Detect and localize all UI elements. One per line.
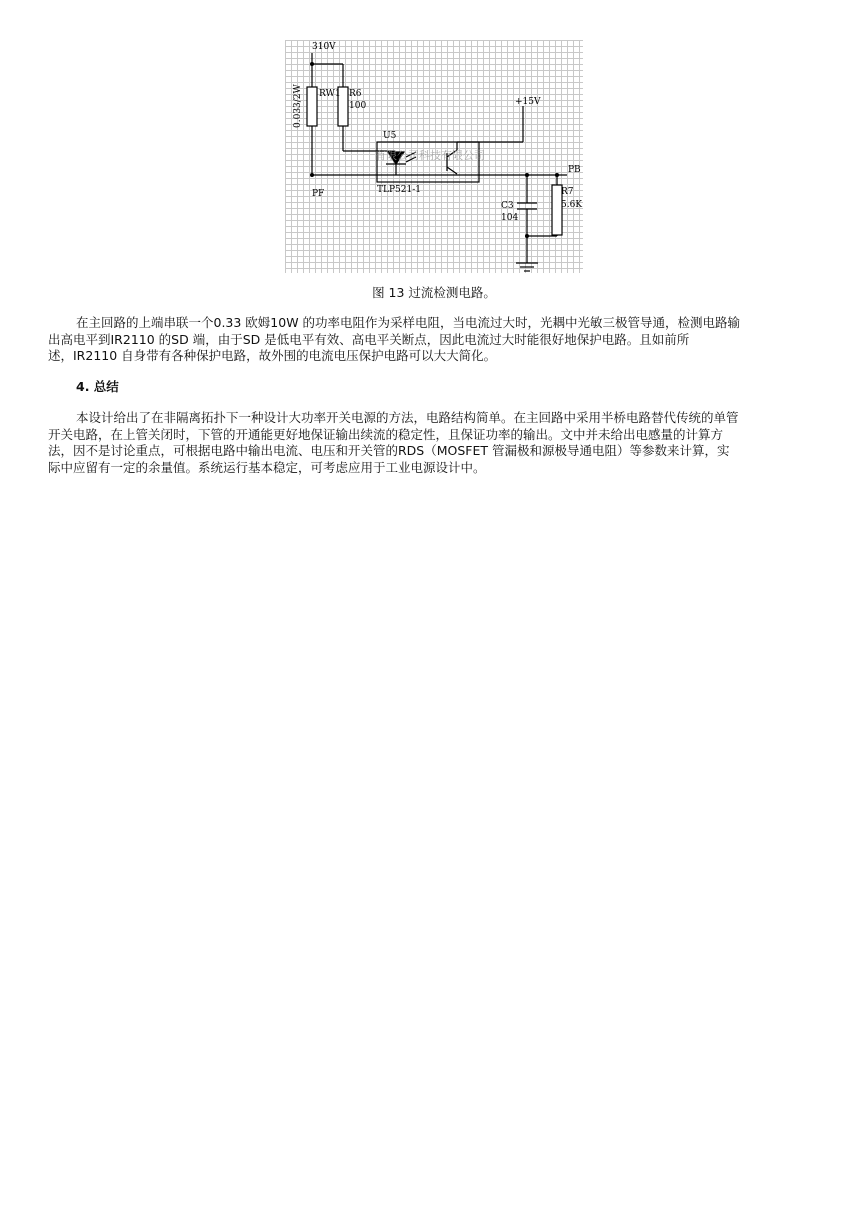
paragraph-summary	[48, 410, 820, 476]
paragraph-line: 述，IR2110 自身带有各种保护电路，故外围的电流电压保护电路可以大大简化。	[48, 348, 497, 363]
junction-dot	[525, 173, 529, 177]
section-heading-summary: 4. 总结	[76, 379, 119, 394]
paragraph-line: 开关电路，在上管关闭时，下管的开通能更好地保证输出续流的稳定性，且保证功率的输出。文中并未给出电感量的计算方	[48, 426, 724, 442]
paragraph-line: 出高电平到IR2110 的SD 端，由于SD 是低电平有效、高电平关断点，因此电流过大时能很好地保护电路。且如前所	[48, 331, 690, 347]
paragraph-line: 法，因不是讨论重点，可根据电路中输出电流、电压和开关管的RDS（MOSFET 管漏极和源极导通电阻）等参数来计算，实	[48, 443, 730, 458]
label-310v: 310V	[312, 42, 336, 52]
label-pb: PB	[568, 165, 581, 175]
rw1-shunt-resistor	[307, 87, 317, 126]
paragraph-overcurrent	[48, 315, 820, 365]
overcurrent-detection-schematic	[285, 40, 583, 273]
label-rw1: RW1	[319, 89, 341, 99]
phototransistor-emitter	[447, 167, 457, 174]
label-c3: C3	[501, 201, 514, 211]
junction-dot	[310, 173, 314, 177]
paragraph-line: 在主回路的上端串联一个0.33 欧姆10W 的功率电阻作为采样电阻，当电流过大时，光耦中光敏三极管导通，检测电路输	[76, 315, 741, 330]
optocoupler-u5-box	[377, 142, 479, 182]
label-r6-value: 100	[349, 101, 367, 111]
label-c3-value: 104	[501, 213, 519, 223]
circuit-figure	[285, 40, 583, 273]
label-shunt-value: 0.033/2W	[293, 84, 303, 128]
junction-dot	[310, 62, 314, 66]
label-tlp521: TLP521-1	[377, 185, 421, 195]
paragraph-line: 本设计给出了在非隔离拓扑下一种设计大功率开关电源的方法，电路结构简单。在主回路中采用半桥电路替代传统的单管	[76, 410, 739, 425]
label-u5: U5	[383, 131, 397, 141]
label-r7: R7	[561, 187, 574, 197]
junction-dot	[525, 234, 529, 238]
label-pf: PF	[312, 189, 325, 199]
label-r7-value: 5.6K	[561, 200, 583, 210]
label-r6: R6	[349, 89, 362, 99]
label-15v: +15V	[515, 97, 541, 107]
figure-caption: 图 13 过流检测电路。	[372, 285, 496, 300]
junction-dot	[555, 173, 559, 177]
paragraph-line: 际中应留有一定的余量值。系统运行基本稳定，可考虑应用于工业电源设计中。	[48, 459, 486, 475]
watermark-text: 有限公司科技有限公司	[375, 149, 485, 162]
